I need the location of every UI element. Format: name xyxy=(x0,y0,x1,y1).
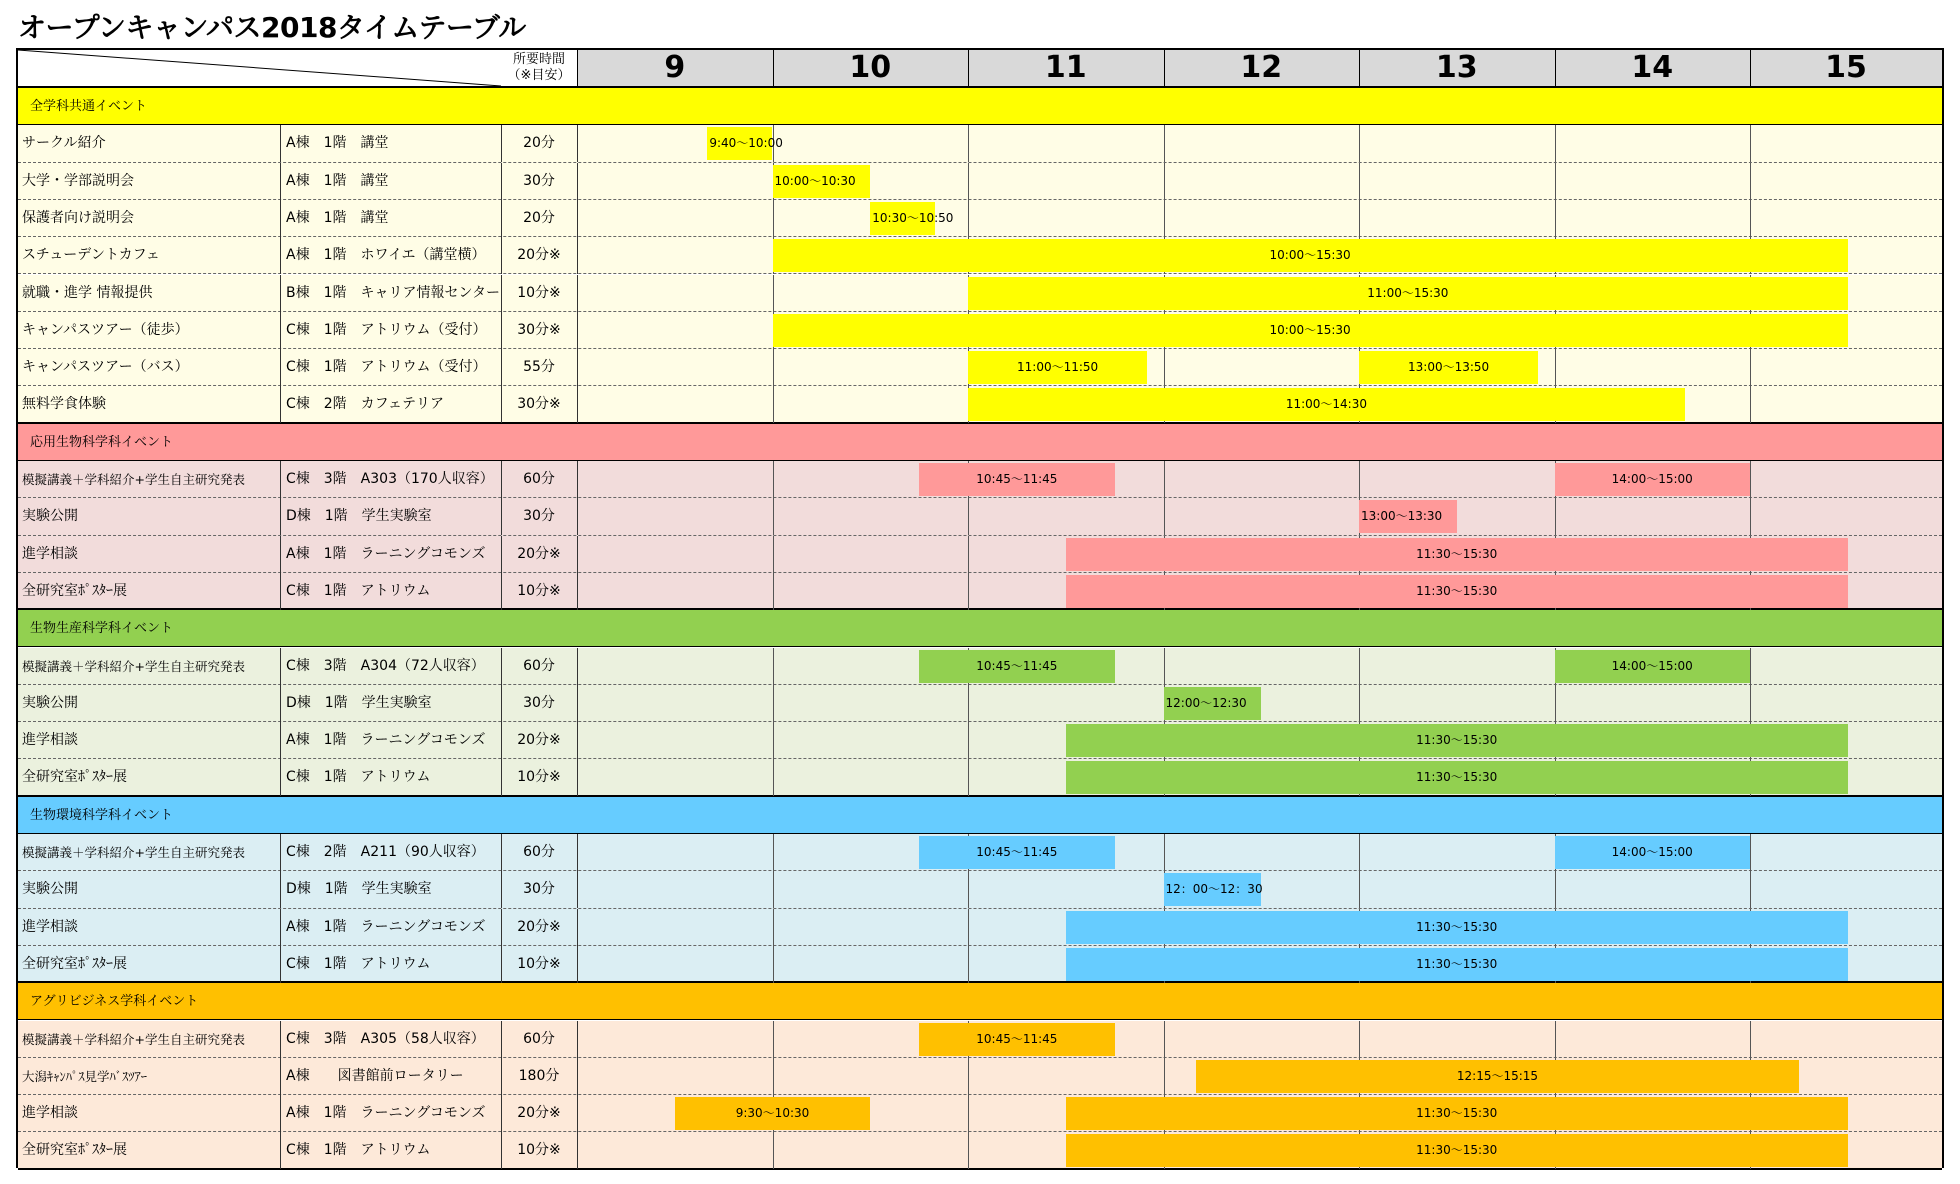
hour-gridline xyxy=(1164,125,1165,162)
table-row xyxy=(18,573,1942,610)
event-duration: 60分 xyxy=(523,471,555,487)
column-separator xyxy=(501,759,502,796)
event-location: C棟 3階 A303（170人収容） xyxy=(286,471,494,487)
hour-gridline xyxy=(773,200,774,237)
column-separator xyxy=(280,200,281,237)
hour-gridline xyxy=(773,685,774,722)
column-separator xyxy=(280,163,281,200)
event-location: C棟 1階 アトリウム（受付） xyxy=(286,359,487,376)
section-header-common xyxy=(18,88,1942,125)
page-title: オープンキャンパス2018タイムテーブル xyxy=(18,11,526,44)
column-separator xyxy=(577,237,578,274)
section-title: アグリビジネス学科イベント xyxy=(30,994,199,1010)
column-separator xyxy=(501,1132,502,1169)
event-duration: 10分※ xyxy=(517,284,561,301)
hour-gridline xyxy=(1555,498,1556,535)
table-row xyxy=(18,909,1942,946)
hour-gridline xyxy=(1555,871,1556,908)
event-location: B棟 1階 キャリア情報センター xyxy=(286,284,500,301)
event-location: D棟 1階 学生実験室 xyxy=(286,694,432,711)
event-duration: 20分※ xyxy=(517,545,561,562)
column-separator xyxy=(501,461,502,498)
column-separator xyxy=(280,1095,281,1132)
time-bar: 11:00～14:30 xyxy=(968,388,1685,421)
event-duration: 30分 xyxy=(523,881,555,898)
event-duration: 20分※ xyxy=(517,1105,561,1122)
column-separator xyxy=(280,386,281,423)
column-separator xyxy=(501,834,502,871)
hour-gridline xyxy=(1750,386,1751,423)
time-bar: 11:30～15:30 xyxy=(1066,724,1848,757)
hour-gridline xyxy=(773,834,774,871)
hour-gridline xyxy=(773,1058,774,1095)
hour-gridline xyxy=(1359,1021,1360,1058)
event-location: A棟 1階 講堂 xyxy=(286,209,389,226)
column-separator xyxy=(501,163,502,200)
hour-gridline xyxy=(968,871,969,908)
column-separator xyxy=(280,349,281,386)
time-bar: 10:45～11:45 xyxy=(919,1023,1115,1056)
time-bar: 11:30～15:30 xyxy=(1066,761,1848,794)
time-bar: 10:45～11:45 xyxy=(919,463,1115,496)
hour-gridline xyxy=(968,759,969,796)
column-separator xyxy=(577,871,578,908)
time-bar: 12：00～12：30 xyxy=(1164,873,1262,906)
hour-gridline xyxy=(1359,461,1360,498)
event-location: C棟 1階 アトリウム xyxy=(286,582,431,599)
event-location: A棟 1階 ラーニングコモンズ xyxy=(286,1105,486,1122)
event-name: 大潟ｷｬﾝﾊﾟｽ見学ﾊﾞｽﾂｱｰ xyxy=(22,1068,148,1084)
hour-gridline xyxy=(773,909,774,946)
hour-gridline xyxy=(1750,648,1751,685)
time-bar: 10:45～11:45 xyxy=(919,650,1115,683)
column-separator xyxy=(280,722,281,759)
event-name: 無料学食体験 xyxy=(22,396,106,413)
column-separator xyxy=(577,759,578,796)
time-bar: 14:00～15:00 xyxy=(1555,463,1751,496)
event-duration: 60分 xyxy=(523,1030,555,1047)
column-separator xyxy=(280,237,281,274)
hour-gridline xyxy=(1164,461,1165,498)
column-separator xyxy=(501,648,502,685)
hour-gridline xyxy=(1164,200,1165,237)
table-row xyxy=(18,386,1942,423)
column-separator xyxy=(501,1021,502,1058)
column-separator xyxy=(577,946,578,983)
table-row xyxy=(18,536,1942,573)
table-row xyxy=(18,1021,1942,1058)
time-bar: 11:30～15:30 xyxy=(1066,1097,1848,1130)
column-separator xyxy=(577,200,578,237)
column-separator xyxy=(577,1058,578,1095)
event-duration: 30分 xyxy=(523,172,555,189)
time-bar: 11:00～11:50 xyxy=(968,351,1147,384)
table-row xyxy=(18,946,1942,983)
hour-gridline xyxy=(968,946,969,983)
column-separator xyxy=(280,648,281,685)
section-header-bio_env xyxy=(18,797,1942,834)
hour-gridline xyxy=(1359,200,1360,237)
event-name: 実験公開 xyxy=(22,508,78,525)
column-separator xyxy=(501,386,502,423)
time-bar: 13:00～13:30 xyxy=(1359,500,1457,533)
hour-header-13: 13 xyxy=(1359,50,1555,86)
column-separator xyxy=(501,871,502,908)
event-duration: 20分※ xyxy=(517,918,561,935)
event-duration: 60分 xyxy=(523,657,555,674)
event-name: 大学・学部説明会 xyxy=(22,172,134,189)
hour-gridline xyxy=(773,536,774,573)
hour-gridline xyxy=(1750,1021,1751,1058)
column-separator xyxy=(577,536,578,573)
event-location: D棟 1階 学生実験室 xyxy=(286,881,432,898)
event-location: A棟 1階 ラーニングコモンズ xyxy=(286,545,486,562)
hour-gridline xyxy=(1359,685,1360,722)
hour-gridline xyxy=(773,1132,774,1169)
hour-gridline xyxy=(1164,648,1165,685)
time-bar: 11:30～15:30 xyxy=(1066,575,1848,608)
hour-header-10: 10 xyxy=(773,50,969,86)
time-bar: 14:00～15:00 xyxy=(1555,650,1751,683)
hour-gridline xyxy=(1750,125,1751,162)
event-location: C棟 1階 アトリウム xyxy=(286,769,431,786)
column-separator xyxy=(280,275,281,312)
table-row xyxy=(18,1095,1942,1132)
event-duration: 20分 xyxy=(523,135,555,152)
column-separator xyxy=(577,573,578,610)
table-row xyxy=(18,125,1942,162)
event-duration: 10分※ xyxy=(517,769,561,786)
column-separator xyxy=(577,163,578,200)
event-location: C棟 2階 カフェテリア xyxy=(286,396,444,413)
hour-gridline xyxy=(1750,498,1751,535)
time-bar: 11:30～15:30 xyxy=(1066,1134,1848,1167)
duration-column-header: 所要時間 （※目安） xyxy=(507,52,571,83)
column-separator xyxy=(280,685,281,722)
table-row xyxy=(18,1132,1942,1169)
event-name: 進学相談 xyxy=(22,1105,78,1122)
event-name: 全研究室ﾎﾟｽﾀｰ展 xyxy=(22,769,127,786)
event-name: 保護者向け説明会 xyxy=(22,209,134,226)
column-separator xyxy=(501,573,502,610)
hour-separator xyxy=(968,50,969,86)
hour-gridline xyxy=(968,200,969,237)
event-duration: 30分※ xyxy=(517,396,561,413)
hour-gridline xyxy=(968,909,969,946)
hour-separator xyxy=(1359,50,1360,86)
table-row xyxy=(18,1058,1942,1095)
column-separator xyxy=(280,573,281,610)
hour-gridline xyxy=(1555,200,1556,237)
section-header-bio_production xyxy=(18,610,1942,647)
hour-gridline xyxy=(1555,349,1556,386)
hour-gridline xyxy=(1750,871,1751,908)
event-duration: 60分 xyxy=(523,844,555,860)
hour-gridline xyxy=(773,1021,774,1058)
section-title: 全学科共通イベント xyxy=(30,99,148,114)
event-location: C棟 3階 A305（58人収容） xyxy=(286,1030,485,1047)
event-duration: 20分 xyxy=(523,209,555,226)
column-separator xyxy=(501,312,502,349)
section-title: 生物環境科学科イベント xyxy=(30,807,174,823)
hour-header-14: 14 xyxy=(1555,50,1751,86)
section-header-agri xyxy=(18,983,1942,1020)
event-duration: 180分 xyxy=(518,1067,560,1084)
column-separator xyxy=(577,312,578,349)
hour-gridline xyxy=(968,1095,969,1132)
event-name: 全研究室ﾎﾟｽﾀｰ展 xyxy=(22,955,127,972)
event-name: 模擬講義＋学科紹介+学生自主研究発表 xyxy=(22,472,245,487)
hour-gridline xyxy=(773,871,774,908)
event-name: 模擬講義＋学科紹介+学生自主研究発表 xyxy=(22,845,245,860)
column-separator xyxy=(280,946,281,983)
event-duration: 30分 xyxy=(523,694,555,711)
hour-gridline xyxy=(773,759,774,796)
event-location: A棟 1階 ホワイエ（講堂横） xyxy=(286,247,486,264)
table-row xyxy=(18,349,1942,386)
hour-gridline xyxy=(1359,125,1360,162)
column-separator xyxy=(280,536,281,573)
column-separator xyxy=(577,1095,578,1132)
time-bar: 11:30～15:30 xyxy=(1066,948,1848,981)
column-separator xyxy=(280,125,281,162)
hour-gridline xyxy=(1359,871,1360,908)
column-separator xyxy=(280,909,281,946)
column-separator xyxy=(501,946,502,983)
hour-gridline xyxy=(968,498,969,535)
hour-gridline xyxy=(1555,163,1556,200)
column-separator xyxy=(577,275,578,312)
event-name: スチューデントカフェ xyxy=(22,247,160,264)
event-duration: 30分 xyxy=(523,508,555,525)
hour-gridline xyxy=(1164,498,1165,535)
hour-gridline xyxy=(1359,163,1360,200)
column-separator xyxy=(501,536,502,573)
column-separator xyxy=(280,498,281,535)
column-separator xyxy=(501,1095,502,1132)
time-bar: 14:00～15:00 xyxy=(1555,836,1751,869)
hour-gridline xyxy=(968,722,969,759)
hour-gridline xyxy=(1164,834,1165,871)
column-separator xyxy=(501,1058,502,1095)
header-diagonal-line xyxy=(18,50,501,86)
event-duration: 20分※ xyxy=(517,247,561,264)
hour-gridline xyxy=(1555,1021,1556,1058)
event-location: A棟 1階 ラーニングコモンズ xyxy=(286,732,486,749)
event-duration: 10分※ xyxy=(517,582,561,599)
hour-gridline xyxy=(1750,163,1751,200)
column-separator xyxy=(577,461,578,498)
hour-separator xyxy=(577,50,578,86)
event-location: C棟 1階 アトリウム（受付） xyxy=(286,321,487,338)
time-bar: 11:30～15:30 xyxy=(1066,538,1848,571)
hour-gridline xyxy=(773,722,774,759)
time-bar: 10:00～15:30 xyxy=(773,239,1848,272)
hour-gridline xyxy=(1164,163,1165,200)
event-name: 模擬講義＋学科紹介+学生自主研究発表 xyxy=(22,658,245,674)
column-separator xyxy=(577,834,578,871)
column-separator xyxy=(501,125,502,162)
section-title: 応用生物科学科イベント xyxy=(30,434,174,450)
column-separator xyxy=(577,722,578,759)
event-location: C棟 1階 アトリウム xyxy=(286,955,431,972)
hour-gridline xyxy=(968,1132,969,1169)
column-separator xyxy=(280,1021,281,1058)
time-bar: 9:40～10:00 xyxy=(707,127,772,160)
table-row xyxy=(18,163,1942,200)
column-separator xyxy=(501,685,502,722)
hour-gridline xyxy=(773,386,774,423)
hour-separator xyxy=(1555,50,1556,86)
table-row xyxy=(18,498,1942,535)
column-separator xyxy=(280,871,281,908)
table-row xyxy=(18,312,1942,349)
hour-gridline xyxy=(968,163,969,200)
event-location: A棟 図書館前ロータリー xyxy=(286,1067,464,1084)
hour-gridline xyxy=(968,685,969,722)
hour-gridline xyxy=(773,946,774,983)
event-duration: 30分※ xyxy=(517,321,561,338)
table-row xyxy=(18,834,1942,871)
hour-gridline xyxy=(773,498,774,535)
time-bar: 10:00～15:30 xyxy=(773,314,1848,347)
event-duration: 10分※ xyxy=(517,1142,561,1159)
column-separator xyxy=(280,1058,281,1095)
table-row xyxy=(18,648,1942,685)
event-name: 実験公開 xyxy=(22,694,78,711)
event-duration: 20分※ xyxy=(517,732,561,749)
hour-gridline xyxy=(968,125,969,162)
time-bar: 11:30～15:30 xyxy=(1066,911,1848,944)
event-location: C棟 3階 A304（72人収容） xyxy=(286,657,485,674)
column-separator xyxy=(280,834,281,871)
hour-gridline xyxy=(1750,685,1751,722)
event-location: A棟 1階 講堂 xyxy=(286,172,389,189)
column-separator xyxy=(577,685,578,722)
hour-header-15: 15 xyxy=(1750,50,1942,86)
hour-gridline xyxy=(1750,834,1751,871)
column-separator xyxy=(280,759,281,796)
hour-gridline xyxy=(1359,834,1360,871)
time-bar: 13:00～13:50 xyxy=(1359,351,1538,384)
column-separator xyxy=(577,1021,578,1058)
hour-gridline xyxy=(1750,200,1751,237)
column-separator xyxy=(577,349,578,386)
time-bar: 10:30～10:50 xyxy=(870,202,935,235)
event-name: サークル紹介 xyxy=(22,135,106,152)
column-separator xyxy=(577,498,578,535)
hour-gridline xyxy=(1750,461,1751,498)
hour-header-9: 9 xyxy=(577,50,773,86)
column-separator xyxy=(280,312,281,349)
hour-header-12: 12 xyxy=(1164,50,1360,86)
hour-gridline xyxy=(1359,648,1360,685)
hour-gridline xyxy=(1750,349,1751,386)
column-separator xyxy=(501,909,502,946)
event-name: キャンパスツアー（徒歩） xyxy=(22,321,189,338)
hour-gridline xyxy=(773,648,774,685)
time-bar: 10:00～10:30 xyxy=(773,165,871,198)
hour-gridline xyxy=(1164,1058,1165,1095)
event-name: 進学相談 xyxy=(22,918,78,935)
hour-gridline xyxy=(773,461,774,498)
event-name: 全研究室ﾎﾟｽﾀｰ展 xyxy=(22,582,127,599)
hour-separator xyxy=(1750,50,1751,86)
event-name: 進学相談 xyxy=(22,732,78,749)
table-row xyxy=(18,759,1942,796)
table-row xyxy=(18,722,1942,759)
column-separator xyxy=(577,909,578,946)
column-separator xyxy=(501,498,502,535)
time-bar: 11:00～15:30 xyxy=(968,277,1848,310)
hour-gridline xyxy=(773,573,774,610)
hour-gridline xyxy=(968,536,969,573)
column-separator xyxy=(501,237,502,274)
hour-gridline xyxy=(968,1058,969,1095)
event-location: C棟 2階 A211（90人収容） xyxy=(286,844,485,860)
timetable-header xyxy=(18,50,1942,88)
table-row xyxy=(18,685,1942,722)
column-separator xyxy=(577,386,578,423)
event-location: D棟 1階 学生実験室 xyxy=(286,508,432,525)
hour-gridline xyxy=(773,275,774,312)
event-name: 実験公開 xyxy=(22,881,78,898)
column-separator xyxy=(577,1132,578,1169)
event-name: 模擬講義＋学科紹介+学生自主研究発表 xyxy=(22,1031,245,1047)
hour-gridline xyxy=(1555,125,1556,162)
hour-separator xyxy=(773,50,774,86)
timetable xyxy=(16,48,1944,1168)
hour-header-11: 11 xyxy=(968,50,1164,86)
time-bar: 12:15～15:15 xyxy=(1196,1060,1799,1093)
hour-gridline xyxy=(1164,1021,1165,1058)
section-header-bio_applied xyxy=(18,424,1942,461)
time-bar: 12:00～12:30 xyxy=(1164,687,1262,720)
column-separator xyxy=(577,648,578,685)
event-duration: 55分 xyxy=(523,359,555,376)
hour-separator xyxy=(1164,50,1165,86)
column-separator xyxy=(280,461,281,498)
column-separator xyxy=(577,125,578,162)
event-name: 就職・進学 情報提供 xyxy=(22,284,153,301)
event-location: A棟 1階 講堂 xyxy=(286,135,389,152)
event-name: 全研究室ﾎﾟｽﾀｰ展 xyxy=(22,1142,127,1159)
column-separator xyxy=(501,349,502,386)
section-title: 生物生産科学科イベント xyxy=(30,621,174,637)
hour-gridline xyxy=(1555,685,1556,722)
table-row xyxy=(18,275,1942,312)
hour-gridline xyxy=(968,573,969,610)
time-bar: 9:30～10:30 xyxy=(675,1097,871,1130)
hour-gridline xyxy=(773,349,774,386)
hour-gridline xyxy=(1164,349,1165,386)
table-row xyxy=(18,461,1942,498)
column-separator xyxy=(280,1132,281,1169)
event-location: A棟 1階 ラーニングコモンズ xyxy=(286,918,486,935)
table-row xyxy=(18,237,1942,274)
column-separator xyxy=(501,722,502,759)
table-row xyxy=(18,871,1942,908)
event-name: キャンパスツアー（バス） xyxy=(22,359,189,376)
time-bar: 10:45～11:45 xyxy=(919,836,1115,869)
event-name: 進学相談 xyxy=(22,545,78,562)
column-separator xyxy=(501,200,502,237)
column-separator xyxy=(501,275,502,312)
event-duration: 10分※ xyxy=(517,955,561,972)
event-location: C棟 1階 アトリウム xyxy=(286,1142,431,1159)
table-row xyxy=(18,200,1942,237)
